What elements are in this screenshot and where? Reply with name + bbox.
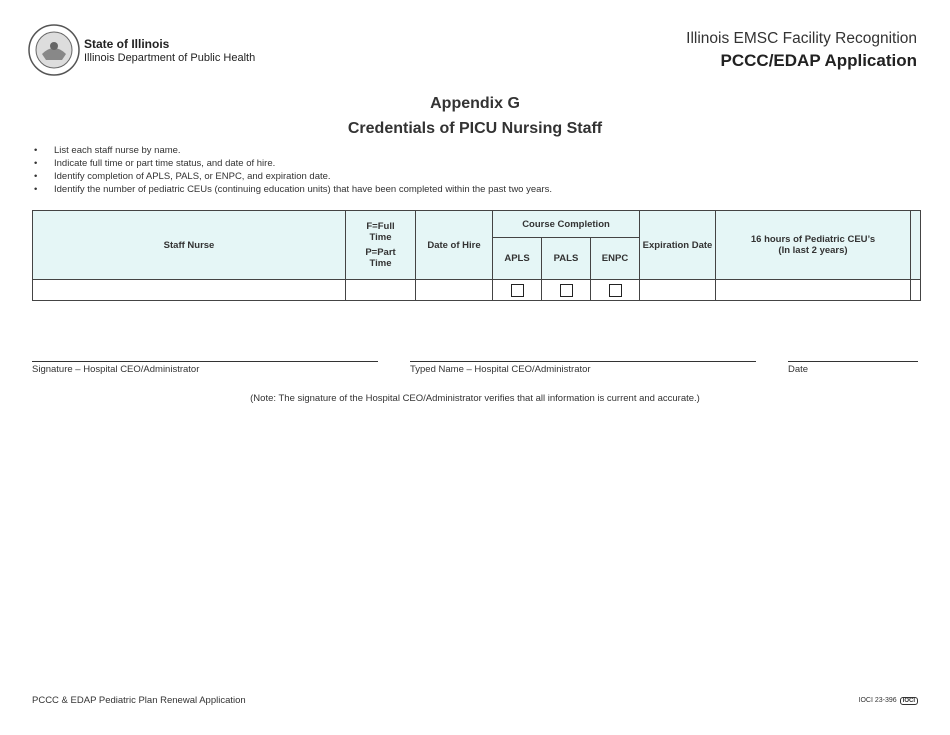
pediatric-ceu-cell[interactable] <box>716 280 911 301</box>
header-course-completion: Course Completion <box>493 211 640 238</box>
verification-note: (Note: The signature of the Hospital CEO/Administrator verifies that all information is current and accurate.) <box>250 393 700 404</box>
header-full-time: F=Full Time <box>366 221 395 243</box>
appendix-title: Appendix G <box>430 95 520 112</box>
date-line[interactable] <box>788 361 918 362</box>
staff-nurse-cell[interactable] <box>33 280 346 301</box>
apls-checkbox[interactable] <box>511 284 524 297</box>
pals-cell <box>542 280 591 301</box>
printer-logo: IOCI <box>900 697 918 705</box>
header-status <box>346 211 416 280</box>
instruction-item: • Identify completion of APLS, PALS, or ENPC, and expiration date. <box>34 170 552 183</box>
apls-cell <box>493 280 542 301</box>
enpc-checkbox[interactable] <box>609 284 622 297</box>
typed-name-line[interactable] <box>410 361 756 362</box>
program-name: Illinois EMSC Facility Recognition <box>686 30 917 47</box>
instruction-item: • Identify the number of pediatric CEUs (continuing education units) that have been completed within the past two years. <box>34 183 552 196</box>
header-right <box>686 30 917 71</box>
application-name: PCCC/EDAP Application <box>720 51 917 70</box>
footer-form-id-block <box>859 697 918 705</box>
header-part-time: P=Part Time <box>365 247 396 269</box>
header-pediatric-ceu <box>716 211 911 280</box>
header-spacer <box>911 211 921 280</box>
staff-credentials-table <box>32 210 921 301</box>
instruction-item: • List each staff nurse by name. <box>34 144 552 157</box>
title-block <box>0 95 950 138</box>
header-apls: APLS <box>493 238 542 280</box>
illinois-state-seal-icon <box>28 24 80 76</box>
footer-title: PCCC & EDAP Pediatric Plan Renewal Application <box>32 695 246 706</box>
table-row <box>33 280 921 301</box>
status-cell[interactable] <box>346 280 416 301</box>
header-enpc: ENPC <box>591 238 640 280</box>
header-date-of-hire: Date of Hire <box>416 211 493 280</box>
spacer-cell <box>911 280 921 301</box>
form-id: IOCI 23-396 <box>858 697 897 704</box>
header-ceu-line2: (In last 2 years) <box>778 245 848 256</box>
ceo-signature-label: Signature – Hospital CEO/Administrator <box>32 364 200 375</box>
enpc-cell <box>591 280 640 301</box>
agency-name: State of Illinois <box>84 37 170 51</box>
page-title: Credentials of PICU Nursing Staff <box>347 120 603 137</box>
header-ceu-line1: 16 hours of Pediatric CEU’s <box>750 234 876 245</box>
pals-checkbox[interactable] <box>560 284 573 297</box>
header-pals: PALS <box>542 238 591 280</box>
typed-name-label: Typed Name – Hospital CEO/Administrator <box>410 364 591 375</box>
expiration-date-cell[interactable] <box>640 280 716 301</box>
instruction-item: • Indicate full time or part time status, and date of hire. <box>34 157 552 170</box>
agency-department: Illinois Department of Public Health <box>84 52 256 64</box>
header-staff-nurse: Staff Nurse <box>33 211 346 280</box>
date-of-hire-cell[interactable] <box>416 280 493 301</box>
ceo-signature-line[interactable] <box>32 361 378 362</box>
instructions-list <box>34 144 552 196</box>
header-expiration-date: Expiration Date <box>640 211 716 280</box>
date-label: Date <box>788 364 809 375</box>
